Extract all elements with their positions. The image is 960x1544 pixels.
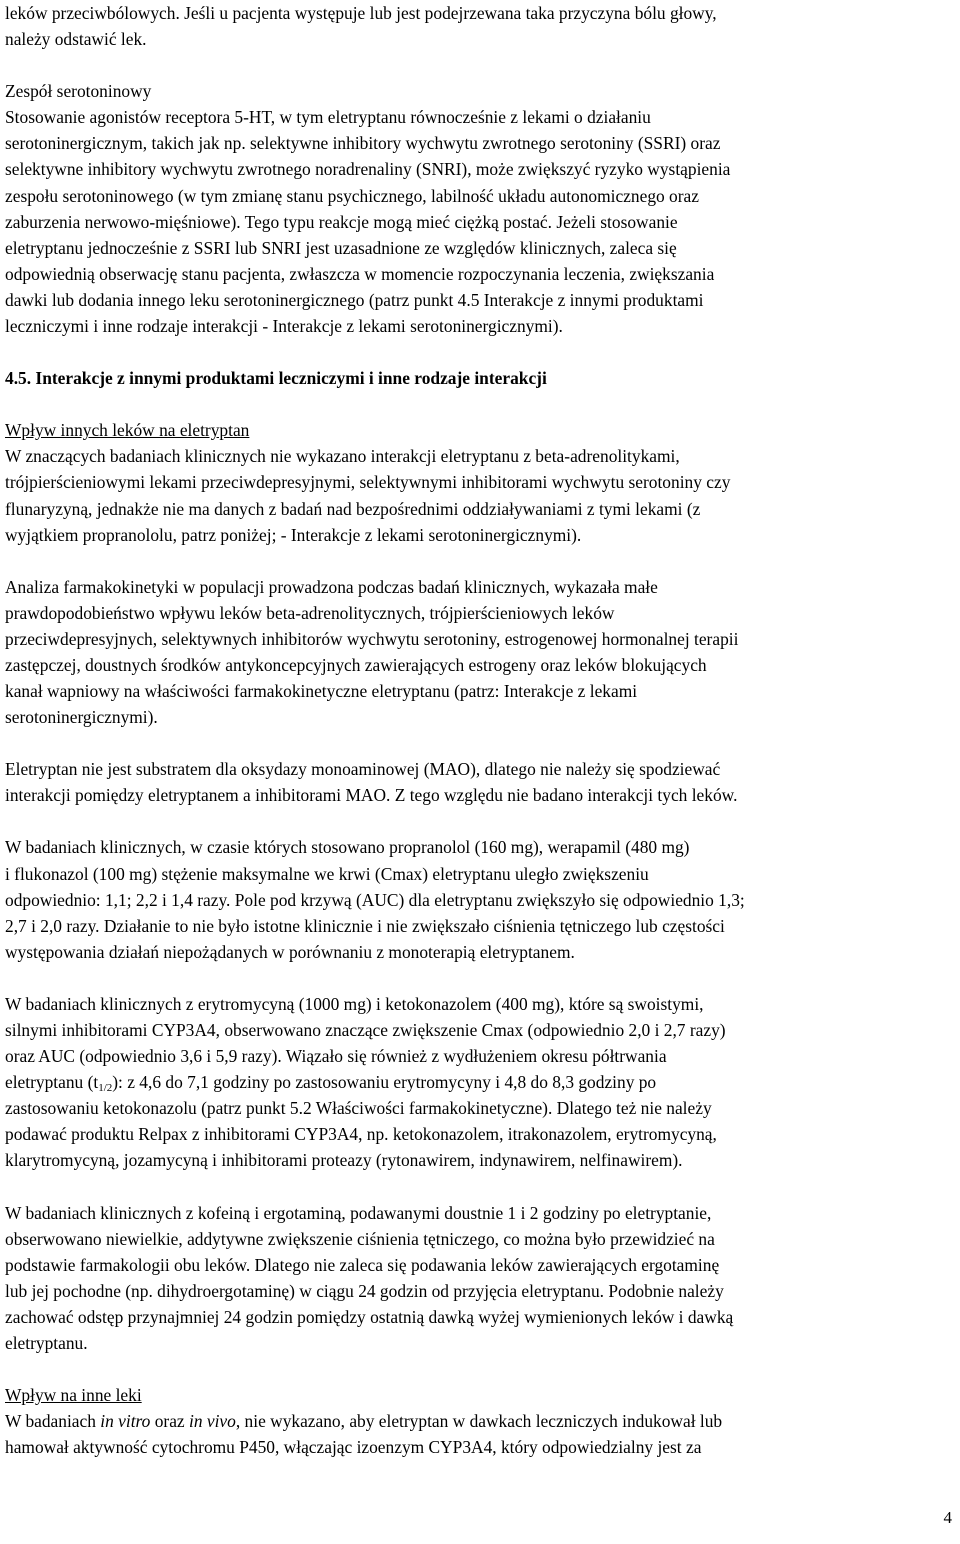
text-line: eletryptanu jednocześnie z SSRI lub SNRI jest uzasadnione ze względów klinicznych, zaleca się [5, 237, 677, 258]
document-page [5, 0, 950, 1460]
text-line: silnymi inhibitorami CYP3A4, obserwowano znaczące zwiększenie Cmax (odpowiednio 2,0 i 2,7 razy) [5, 1020, 726, 1040]
text-line: W znaczących badaniach klinicznych nie wykazano interakcji eletryptanu z beta-adrenolitykami, [5, 446, 680, 467]
text-line: zastosowaniu ketokonazolu (patrz punkt 5.2 Właściwości farmakokinetyczne). Dlatego też nie należy [5, 1098, 712, 1119]
text-line: odpowiednio: 1,1; 2,2 i 1,4 razy. Pole pod krzywą (AUC) dla eletryptanu zwiększyło się odpowiednio 1,3; [5, 889, 745, 910]
text-line: leków przeciwbólowych. Jeśli u pacjenta występuje lub jest podejrzewana taka przyczyna bólu głowy, [5, 3, 717, 23]
text-line: Stosowanie agonistów receptora 5-HT, w tym eletryptanu równocześnie z lekami o działaniu [5, 107, 651, 128]
text-line: W badaniach klinicznych z erytromycyną (1000 mg) i ketokonazolem (400 mg), które są swoistymi, [5, 993, 704, 1014]
section-heading: 4.5. Interakcje z innymi produktami leczniczymi i inne rodzaje interakcji [5, 368, 547, 389]
text-line: zaburzenia nerwowo-mięśniowe). Tego typu reakcje mogą mieć ciężką postać. Jeżeli stosowanie [5, 211, 678, 232]
text-line: W badaniach klinicznych z kofeiną i ergotaminą, podawanymi doustnie 1 i 2 godziny po eletryptanie, [5, 1202, 712, 1223]
text-line: W badaniach [5, 1411, 101, 1432]
text-line: ): z 4,6 do 7,1 godziny po zastosowaniu erytromycyny i 4,8 do 8,3 godziny po [112, 1072, 657, 1093]
subsection-title: Wpływ na inne leki [5, 1385, 142, 1406]
text-line: interakcji pomiędzy eletryptanem a inhibitorami MAO. Z tego względu nie badano interakcji tych leków. [5, 785, 738, 806]
paragraph-influence-on-other-drugs [5, 1382, 950, 1460]
text-line: podawać produktu Relpax z inhibitorami CYP3A4, np. ketokonazolem, itrakonazolem, erytromycyną, [5, 1124, 717, 1145]
text-line: podstawie farmakologii obu leków. Dlatego nie zaleca się podawania leków zawierających ergotaminę [5, 1254, 720, 1275]
text-line: odpowiednią obserwację stanu pacjenta, zwłaszcza w momencie rozpoczynania leczenia, zwiększania [5, 263, 715, 284]
italic-term: in vivo [189, 1411, 236, 1432]
text-line: eletryptanu (t [5, 1072, 99, 1093]
paragraph-influence-other-drugs [5, 417, 950, 547]
text-line: i flukonazol (100 mg) stężenie maksymalne we krwi (Cmax) eletryptanu uległo zwiększeniu [5, 863, 649, 884]
text-line: dawki lub dodania innego leku serotoninergicznego (patrz punkt 4.5 Interakcje z innymi produktami [5, 289, 704, 310]
text-line: wyjątkiem propranololu, patrz poniżej; - Interakcje z lekami serotoninergicznymi). [5, 524, 582, 545]
subsection-title: Zespół serotoninowy [5, 81, 152, 102]
text-line: należy odstawić lek. [5, 29, 147, 50]
text-line: prawdopodobieństwo wpływu leków beta-adrenolitycznych, trójpierścieniowych leków [5, 602, 615, 623]
text-line: Eletryptan nie jest substratem dla oksydazy monoaminowej (MAO), dlatego nie należy się spodziewać [5, 759, 721, 780]
text-line: oraz [150, 1411, 189, 1432]
text-line: obserwowano niewielkie, addytywne zwiększenie ciśnienia tętniczego, co można było przewidzieć na [5, 1228, 715, 1249]
subscript: 1/2 [98, 1082, 113, 1095]
paragraph-erythromycin [5, 991, 950, 1174]
text-line: serotoninergicznymi). [5, 707, 158, 728]
subsection-title: Wpływ innych leków na eletryptan [5, 420, 250, 441]
text-line: W badaniach klinicznych, w czasie których stosowano propranolol (160 mg), werapamil (480 mg) [5, 837, 690, 858]
text-line: zespołu serotoninowego (w tym zmianę stanu psychicznego, labilność układu autonomicznego oraz [5, 185, 699, 206]
paragraph-caffeine [5, 1200, 950, 1357]
text-line: hamował aktywność cytochromu P450, włączając izoenzym CYP3A4, który odpowiedzialny jest za [5, 1437, 702, 1458]
text-line: klarytromycyną, jozamycyną i inhibitorami proteazy (rytonawirem, indynawirem, nelfinawirem). [5, 1150, 683, 1171]
text-line: zastępczej, doustnych środków antykoncepcyjnych zawierających estrogeny oraz leków blokujących [5, 654, 707, 675]
paragraph-intro [5, 0, 950, 52]
text-line: leczniczymi i inne rodzaje interakcji - Interakcje z lekami serotoninergicznymi). [5, 316, 563, 337]
paragraph-propranolol [5, 834, 950, 964]
text-line: zachować odstęp przynajmniej 24 godzin pomiędzy ostatnią dawką wyżej wymienionych leków i dawką [5, 1306, 734, 1327]
text-line: występowania działań niepożądanych w porównaniu z monoterapią eletryptanem. [5, 941, 575, 962]
paragraph-mao [5, 756, 950, 808]
text-line: flunaryzyną, jednakże nie ma danych z badań nad bezpośrednimi oddziaływaniami z tymi lekami (z [5, 498, 701, 519]
text-line: eletryptanu. [5, 1333, 88, 1354]
page-number: 4 [943, 1508, 952, 1527]
paragraph-pk-analysis [5, 574, 950, 731]
text-line: , nie wykazano, aby eletryptan w dawkach leczniczych indukował lub [235, 1411, 723, 1432]
text-line: Analiza farmakokinetyki w populacji prowadzona podczas badań klinicznych, wykazała małe [5, 576, 658, 597]
text-line: kanał wapniowy na właściwości farmakokinetyczne eletryptanu (patrz: Interakcje z lekami [5, 681, 638, 702]
text-line: serotoninergicznym, takich jak np. selektywne inhibitory wychwytu zwrotnego serotoniny (SSRI) oraz [5, 133, 721, 154]
text-line: przeciwdepresyjnych, selektywnych inhibitorów wychwytu serotoniny, estrogenowej hormonalnej terapii [5, 628, 739, 649]
paragraph-serotonin-syndrome [5, 78, 950, 339]
text-line: oraz AUC (odpowiednio 3,6 i 5,9 razy). Wiązało się również z wydłużeniem okresu półtrwania [5, 1046, 667, 1067]
italic-term: in vitro [100, 1411, 151, 1432]
text-line: selektywne inhibitory wychwytu zwrotnego noradrenaliny (SNRI), może zwiększyć ryzyko wystąpienia [5, 159, 731, 180]
text-line: lub jej pochodne (np. dihydroergotaminę) w ciągu 24 godzin od przyjęcia eletryptanu. Podobnie należy [5, 1280, 724, 1301]
text-line: trójpierścieniowymi lekami przeciwdepresyjnymi, selektywnymi inhibitorami wychwytu serotoniny czy [5, 472, 731, 493]
text-line: 2,7 i 2,0 razy. Działanie to nie było istotne klinicznie i nie zwiększało ciśnienia tętniczego lub częstości [5, 915, 725, 936]
